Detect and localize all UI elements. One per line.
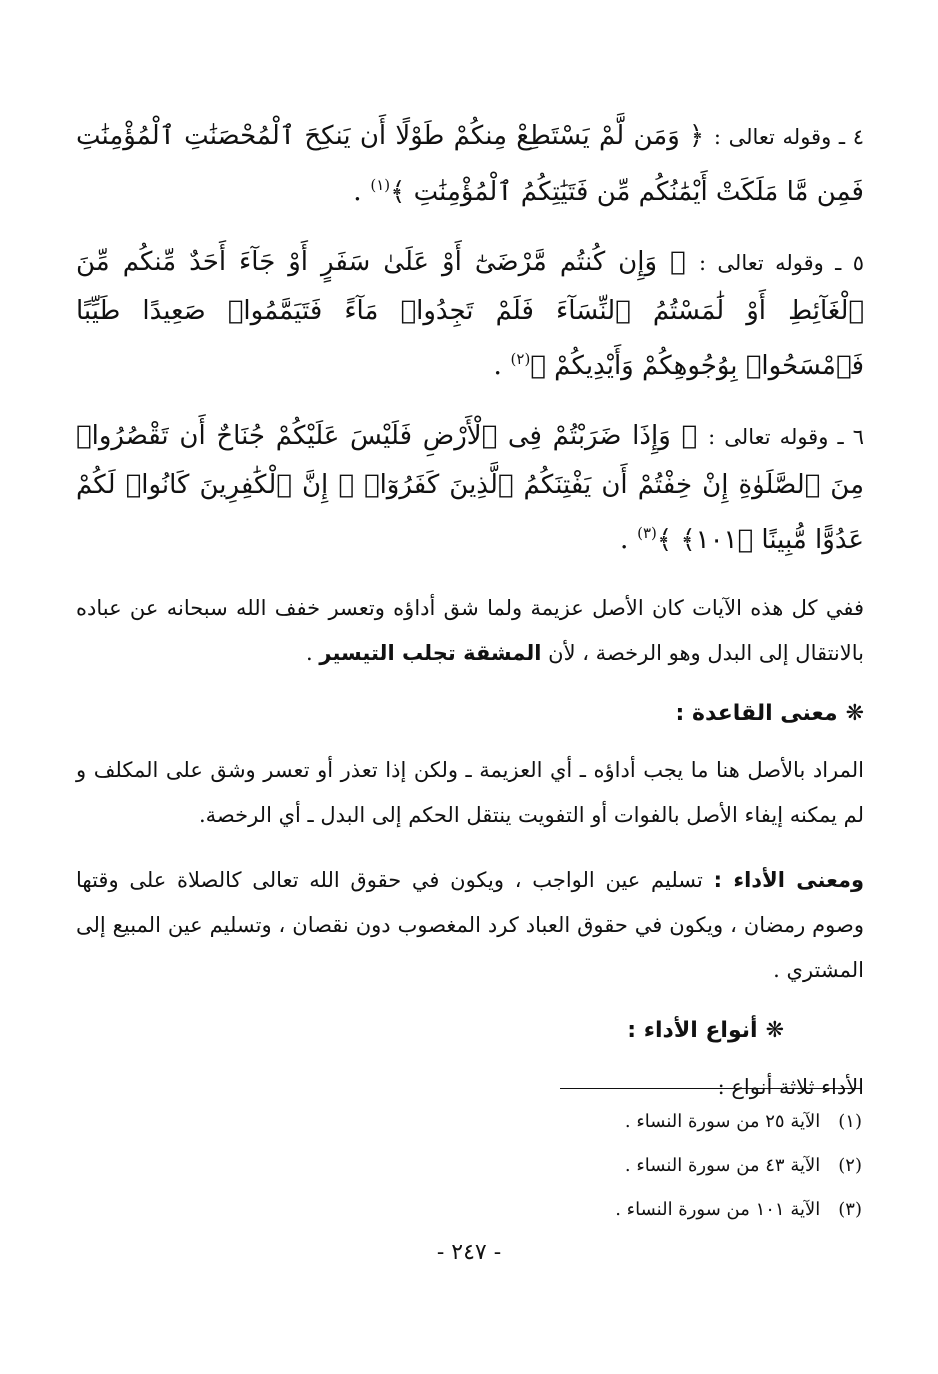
section-heading-types [76, 1011, 784, 1051]
summary-bold: المشقة تجلب التيسير [319, 641, 542, 665]
verse-lead: ٦ ـ وقوله تعالى : [708, 425, 865, 449]
verse-end: . [493, 350, 502, 381]
adaa-paragraph [76, 858, 864, 993]
heading-text: أنواع الأداء : [627, 1018, 758, 1043]
footnote-text: الآية ١٠١ من سورة النساء . [615, 1199, 821, 1220]
main-text [76, 112, 864, 1110]
verse-lead: ٥ ـ وقوله تعالى : [698, 251, 864, 275]
types-intro: الأداء ثلاثة أنواع : [717, 1075, 864, 1099]
adaa-definition: تسليم عين الواجب ، ويكون في حقوق الله تعالى كالصلاة على وقتها وصوم رمضان ، ويكون في حقوق العباد كرد المغصوب دون نقصان ، وتسليم عين المبيع إلى المشتري . [76, 868, 864, 982]
asterism-icon: ❋ [845, 701, 864, 726]
spacer [76, 838, 864, 858]
verse-end: . [619, 524, 629, 555]
verse-6 [76, 412, 864, 564]
footnote-text: الآية ٤٣ من سورة النساء . [624, 1155, 821, 1176]
asterism-icon: ❋ [765, 1018, 784, 1043]
summary-paragraph [76, 586, 864, 676]
summary-end: . [306, 641, 313, 665]
footnotes [362, 1100, 862, 1232]
quran-verse: ﴿ وَمَن لَّمْ يَسْتَطِعْ مِنكُمْ طَوْلًا أَن يَنكِحَ ٱلْمُحْصَنَٰتِ ٱلْمُؤْمِنَٰتِ فَمِن مَّا مَلَكَتْ أَيْمَٰنُكُم مِّن فَتَيَٰتِكُمُ ٱلْمُؤْمِنَٰتِ ﴾ [76, 121, 864, 207]
footnote-marker: (٢) [510, 350, 531, 368]
verse-4 [76, 112, 864, 216]
footnote-number: (١) [838, 1111, 862, 1132]
heading-text: معنى القاعدة : [675, 701, 838, 726]
verse-lead: ٤ ـ وقوله تعالى : [713, 125, 864, 149]
summary-text: ففي كل هذه الآيات كان الأصل عزيمة ولما شق أداؤه وتعسر خفف الله سبحانه عن عباده بالانتقال إلى البدل وهو الرخصة ، لأن [76, 596, 864, 665]
footnote-number: (٣) [838, 1199, 862, 1220]
page-number: - ٢٤٧ - [436, 1240, 502, 1265]
quran-verse: ﴿ وَإِن كُنتُم مَّرْضَىٰٓ أَوْ عَلَىٰ سَفَرٍ أَوْ جَآءَ أَحَدٌ مِّنكُم مِّنَ ٱلْغَآئِطِ أَوْ لَٰمَسْتُمُ ٱلنِّسَآءَ فَلَمْ تَجِدُوا۟ مَآءً فَتَيَمَّمُوا۟ صَعِيدًا طَيِّبًا فَٱمْسَحُوا۟ بِوُجُوهِكُمْ وَأَيْدِيكُمْ ﴾ [76, 247, 864, 381]
adaa-term: ومعنى الأداء : [713, 868, 865, 892]
footnote-separator [560, 1088, 862, 1089]
footnote-marker: (١) [370, 176, 391, 194]
section-heading-meaning [76, 694, 864, 734]
footnote-marker: (٣) [637, 524, 657, 542]
footnote [362, 1188, 862, 1232]
quran-verse: ﴿ وَإِذَا ضَرَبْتُمْ فِى ٱلْأَرْضِ فَلَيْسَ عَلَيْكُمْ جُنَاحٌ أَن تَقْصُرُوا۟ مِنَ ٱلصَّلَوٰةِ إِنْ خِفْتُمْ أَن يَفْتِنَكُمُ ٱلَّذِينَ كَفَرُوٓا۟ ۚ إِنَّ ٱلْكَٰفِرِينَ كَانُوا۟ لَكُمْ عَدُوًّا مُّبِينًا ﴿١٠١﴾ ﴾ [76, 421, 864, 555]
footnote [362, 1100, 862, 1144]
footnote-number: (٢) [838, 1155, 862, 1176]
verse-end: . [353, 176, 362, 207]
footnote [362, 1144, 862, 1188]
meaning-paragraph: المراد بالأصل هنا ما يجب أداؤه ـ أي العزيمة ـ ولكن إذا تعذر أو تعسر وشق على المكلف و لم يمكنه إيفاء الأصل بالفوات أو التفويت ينتقل الحكم إلى البدل ـ أي الرخصة. [76, 758, 864, 827]
verse-5 [76, 238, 864, 390]
footnote-text: الآية ٢٥ من سورة النساء . [624, 1111, 821, 1132]
